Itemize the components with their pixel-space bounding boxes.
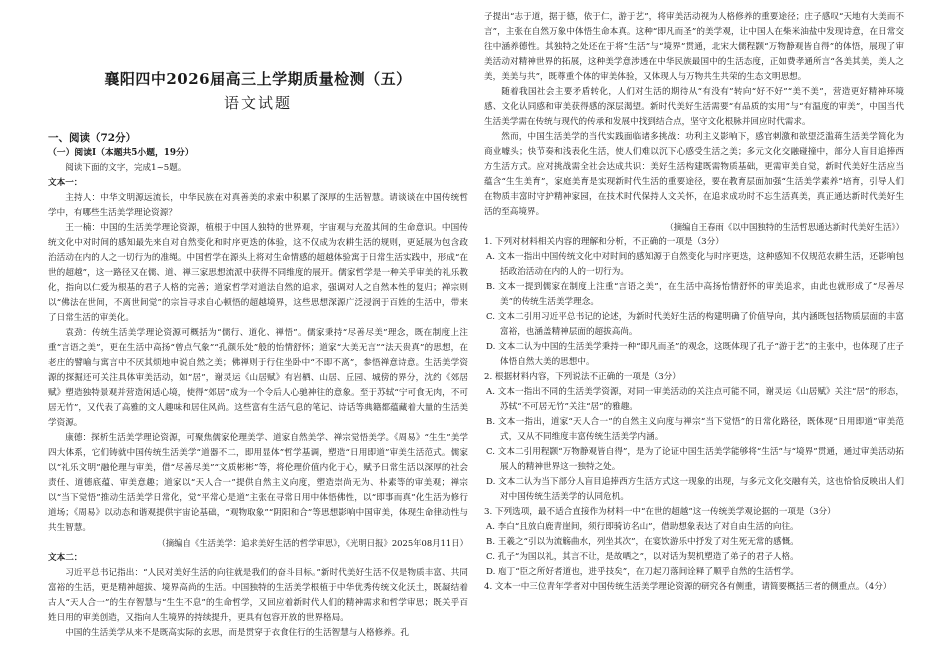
exam-title: 襄阳四中2026届高三上学期质量检测（五） bbox=[104, 70, 412, 88]
text2-label: 文本二： bbox=[48, 553, 83, 563]
exam-subtitle: 语文试题 bbox=[223, 94, 292, 112]
question-2-option-b[interactable]: B. 文本一指出，道家“天人合一”的自然主义向度与禅宗“当下觉悟”的日常化路径，既体现“日用即道”审美范式，又从不同维度丰富传统生活美学内涵。 bbox=[486, 417, 904, 442]
right-column-content bbox=[484, 10, 904, 595]
question-1-option-c[interactable]: C. 文本二引用习近平总书记的论述，为新时代美好生活的构建明确了价值导向，其内涵既包括物质层面的丰富富裕，也涵盖精神层面的超拔高尚。 bbox=[486, 312, 905, 337]
question-2-option-c[interactable]: C. 文本二引用程颢“万物静观皆自得”，是为了论证中国生活美学能够将“生活”与“境界”贯通，通过审美活动拓展人的精神世界这一独特之处。 bbox=[486, 447, 904, 472]
question-2-option-d[interactable]: D. 文本二认为当下部分人盲目追捧西方生活方式这一现象的出现，与多元文化交融有关，这也恰恰反映出人们对中国传统生活美学的认同危机。 bbox=[486, 477, 904, 502]
text1-paragraph: 王一楠：中国的生活美学理论资源，植根于中国人独特的世界观，宇宙观与充盈其间的生命意识。中国传统文化中对时间的感知最先来自对自然变化和时序更迭的体验，这不仅成为农耕生活的规则，更延展为包含政治活动在内的人之一切行为的准绳。中国哲学在源头上将对生命情感的超越体验寓于日常生活实践中，形成“在世的超越”，这一路径又在儒、道、禅三家思想流派中获得不同维度的展开。儒家哲学是一种关乎审美的礼乐教化，指向以仁爱为根基的君子人格的完善；道家哲学对道法自然的追求，强调对人之自然本性的复归；禅宗则以“佛法在世间，不离世间觉”的宗旨寻求自心顿悟的超越境界，这些思想深源广泛浸润于百姓的生活中，带来了日常生活的审美化。 bbox=[48, 223, 468, 323]
question-2-stem: 2. 根据材料内容，下列说法不正确的一项是（3分） bbox=[484, 372, 681, 382]
question-1-option-b[interactable]: B. 文本一提到儒家在制度上注重“言语之美”，在生活中高扬怡情舒怀的审美追求，由此也就形成了“尽善尽美”的传统生活美学理念。 bbox=[486, 282, 904, 307]
section-heading: 一、阅读（72分） bbox=[48, 132, 137, 144]
question-3-option-c[interactable]: C. 孔子“为国以礼，其言不让，是故哂之”，以对话为契机塑造了弟子的君子人格。 bbox=[486, 552, 799, 562]
text2-paragraph: 子提出“志于道，据于德，依于仁，游于艺”，将审美活动视为人格修养的重要途径；庄子感叹“天地有大美而不言”，主张在自然万象中体悟生命本真。这种“即凡而圣”的美学观，让中国人在柴米油盐中发现诗意，在日常交往中涵养德性。其独特之处还在于将“生活”与“境界”贯通，北宋大儒程颢“万物静观皆自得”的体悟，展现了审美活动对精神世界的拓展，这种美学意涉透在中华民族最国中的生活态度，正如费孝通所言“各美其美，美人之美，美美与共”，既尊重个体的审美体验，又体现人与万物共生共荣的生态文明思想。 bbox=[484, 12, 904, 82]
text2-paragraph: 然而，中国生活美学的当代实践面临诸多挑战：功利主义影响下，感官刺激和欲望泛滥蒋生活美学简化为商业噱头；快节奏和浅表化生活，使人们难以沉下心感受生活之美；多元文化交融碰撞中，部分人盲目追捧西方生活方式。应对挑战需全社会达成共识：美好生活构建既需物质基础，更需审美自觉，新时代美好生活应当蕴含“生生美育”，家庭美育是实现新时代生活的重要途径，要在教育层面加强“生活美学素养”培育，引导人们在物质丰富时守护精神家园，在技术时代保持人文关怀，在追求成功时不忘生活真美，真正通达新时代美好生活的至高境界。 bbox=[484, 132, 904, 217]
instruction: 阅读下面的文字，完成1~5题。 bbox=[65, 163, 187, 173]
left-column-content bbox=[48, 146, 468, 641]
text2-paragraph: 随着我国社会主要矛盾转化，人们对生活的期待从“有没有”转向“好不好”“美不美”，营造更好精神环境感、文化认同感和审美获得感的深层渴望。新时代美好生活需要“有品质的实用”与“有温度的审美”，中国当代生活美学需在传统与现代的传承和发展中找到结合点，坚守文化根脉并回应时代需求。 bbox=[484, 87, 904, 127]
question-1-option-d[interactable]: D. 文本二认为中国的生活美学秉持一种“即凡而圣”的观念，这既体现了孔子“游于艺”的主张中，也体现了庄子体悟自然大美的思想中。 bbox=[486, 342, 904, 367]
text1-label: 文本一： bbox=[48, 178, 83, 188]
text1-paragraph: 袁劲：传统生活美学理论资源可概括为“儒行、道化、禅悟”。儒家秉持“尽善尽美”理念，既在制度上注重“言语之美”，更在生活中高扬“曾点气象”“孔颜乐处”般的怡情舒怀；道家“大美无言”“法天贵真”的思想，在老庄的譬喻与寓言中不厌其烦地申说自然之美；佛禅则于行住坐卧中“不即不离”，参悟禅意诗意。生活美学资源的探掘还可关注具体审美活动，如“居”，谢灵运《山居赋》有岩栖、山居、丘园、城傍的界分，沈约《郊居赋》塑造独特景观并营造闲适心境，使得“郊居”成为一个令后人心驰神往的意象。至于苏轼“宁可食无肉，不可居无竹”，又代表了高雅的文人趣味和居住风尚。这些富有生活气息的笔记、诗话等典籍都蕴藏着大量的生活美学资源。 bbox=[48, 328, 468, 428]
source-citation: （摘编自《生活美学：追求美好生活的哲学审思》，《光明日报》2025年08月11日） bbox=[157, 538, 468, 548]
question-2-option-a[interactable]: A. 文本一指出不同的生活美学资源，对同一审美活动的关注点可能不同，谢灵运《山居赋》关注“居”的形态，苏轼“不可居无竹”关注“居”的雅趣。 bbox=[486, 387, 904, 412]
question-3-option-a[interactable]: A. 李白“且放白鹿青崖间，须行即骑访名山”，借助想象表达了对自由生活的向往。 bbox=[486, 522, 799, 532]
sub-heading: （一）阅读Ⅰ（本题共5小题，19分） bbox=[48, 148, 194, 158]
source-citation: （摘编自王春雨《以中国独特的生活哲思通达新时代美好生活》） bbox=[665, 222, 904, 232]
text2-paragraph: 习近平总书记指出：“人民对美好生活的向往就是我们的奋斗目标。”新时代美好生活不仅是物质丰富、共同富裕的生活，更是精神超拔、境界高尚的生活。中国独特的生活美学根植于中华优秀传统文化沃土，既凝结着古人“天人合一”的生存智慧与“生生不息”的生命哲学，又回应着新时代人们的精神需求和哲学审思；既关乎百姓日用的审美创造，又指向人生境界的持续提升，更具有包容开放的世界格局。 bbox=[48, 568, 468, 623]
question-1-option-a[interactable]: A. 文本一指出中国传统文化中对时间的感知源于自然变化与时序更迭，这种感知不仅规范农耕生活，还影响包括政治活动在内的人的一切行为。 bbox=[486, 252, 904, 277]
text2-paragraph: 中国的生活美学从来不是既高实际的玄思，而是贯穿于衣食住行的生活智慧与人格修养。孔 bbox=[65, 628, 409, 638]
question-3-option-d[interactable]: D. 庖丁“臣之所好者道也，进乎技矣”，在刀起刀落间诠释了顺乎自然的生活哲学。 bbox=[486, 567, 800, 577]
question-3-stem: 3. 下列选项，最不适合直接作为材料一中“在世的超越”这一传统美学观论据的一项是（3分） bbox=[484, 507, 836, 517]
question-3-option-b[interactable]: B. 王羲之“引以为流觞曲水，列坐其次”，在宴饮游乐中抒发了对生死无常的感慨。 bbox=[486, 537, 799, 547]
text1-paragraph: 康德：探析生活美学理论资源，可聚焦儒家伦理美学、道家自然美学、禅宗觉悟美学。《周易》“生生”美学四大体系，它们铸就中国传统生活美学“道器不二，即用显体”哲学基调，塑造“日用即道”审美生活范式。儒家以“礼乐文明”融伦理与审美，借“尽善尽美”“文质彬彬”等，将伦理价值内化于心，赋予日常生活以深厚的社会责任、道德底蕴、审美意趣；道家以“天人合一”提供自然主义向度，塑造崇尚无为、朴素等的审美观；禅宗以“当下觉悟”推动生活美学日常化，觉“平常心是道”主张在寻常日用中体悟佛性，以“即事而真”化生活为修行道场；《周易》以动态和谐观提供宇宙论基础，“观物取象”“阴阳和合”等思想影响中国审美，体现生命律动性与共生智慧。 bbox=[48, 433, 468, 533]
text1-paragraph: 主持人：中华文明源远流长，中华民族在对真善美的求索中积累了深厚的生活智慧。请谈谈在中国传统哲学中，有哪些生活美学理论资源？ bbox=[48, 193, 468, 218]
question-4-stem: 4. 文本一中三位青年学者对中国传统生活美学理论资源的研究各有侧重，请简要概括三者的侧重点。（4分） bbox=[484, 582, 892, 592]
question-1-stem: 1. 下列对材料相关内容的理解和分析，不正确的一项是（3分） bbox=[484, 237, 724, 247]
